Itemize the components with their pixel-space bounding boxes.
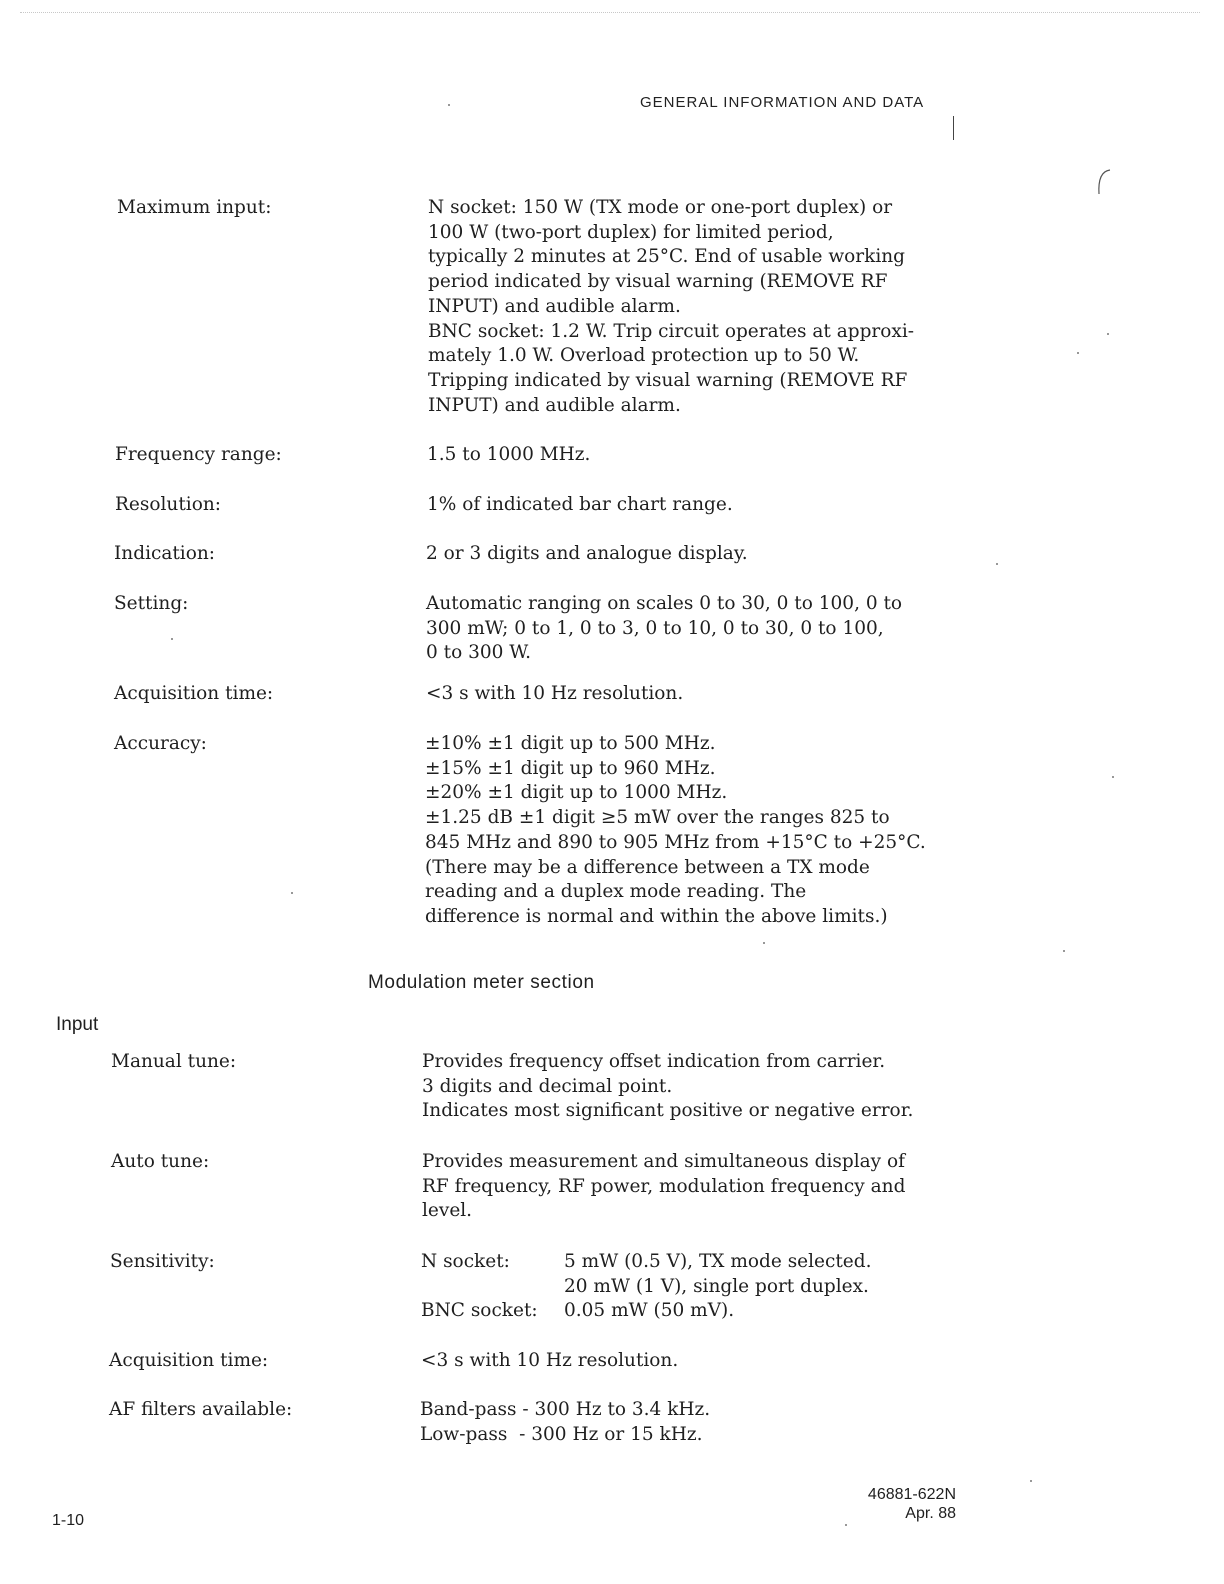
sensitivity-value: 5 mW (0.5 V), TX mode selected. — [564, 1251, 872, 1272]
spec-value — [427, 443, 590, 468]
sensitivity-key: N socket: — [421, 1251, 510, 1272]
scan-speck — [1063, 950, 1065, 952]
scan-speck — [1107, 333, 1109, 335]
spec-line: INPUT) and audible alarm. — [428, 394, 681, 416]
spec-line: 0 to 300 W. — [426, 642, 531, 664]
scan-speck — [1112, 776, 1114, 778]
spec-line: 1% of indicated bar chart range. — [427, 494, 733, 515]
spec-label: Acquisition time: — [114, 683, 274, 704]
spec-line: Provides measurement and simultaneous display of — [422, 1151, 905, 1172]
spec-line: 1.5 to 1000 MHz. — [427, 444, 591, 465]
spec-line: Band-pass - 300 Hz to 3.4 kHz. — [420, 1399, 711, 1420]
spec-value — [428, 196, 914, 418]
scan-speck — [1077, 352, 1079, 354]
spec-line: RF frequency, RF power, modulation frequency and — [422, 1175, 906, 1197]
spec-line: INPUT) and audible alarm. — [428, 295, 681, 317]
spec-line: Automatic ranging on scales 0 to 30, 0 to 100, 0 to — [426, 593, 903, 614]
spec-line: level. — [422, 1200, 473, 1222]
spec-label: AF filters available: — [109, 1399, 293, 1420]
spec-line: BNC socket: 1.2 W. Trip circuit operates at approxi- — [428, 320, 915, 342]
spec-line: 2 or 3 digits and analogue display. — [426, 543, 748, 564]
spec-line: ±15% ±1 digit up to 960 MHz. — [425, 757, 716, 779]
spec-label: Auto tune: — [111, 1151, 210, 1172]
spec-label: Accuracy: — [114, 733, 207, 754]
sensitivity-value: 0.05 mW (50 mV). — [564, 1300, 735, 1322]
spec-line: <3 s with 10 Hz resolution. — [426, 683, 684, 704]
spec-line: difference is normal and within the above limits.) — [425, 905, 888, 927]
spec-label: Indication: — [114, 543, 216, 564]
spec-line: Low-pass - 300 Hz or 15 kHz. — [420, 1423, 703, 1445]
spec-line: period indicated by visual warning (REMOVE RF — [428, 271, 888, 293]
spec-label: Acquisition time: — [109, 1350, 269, 1371]
scan-speck — [845, 1524, 847, 1526]
group-title: Input — [56, 1014, 99, 1035]
document-date: Apr. 88 — [905, 1505, 956, 1522]
spec-line: Provides frequency offset indication from carrier. — [422, 1051, 886, 1072]
spec-label: Maximum input: — [117, 197, 272, 218]
scan-speck — [291, 892, 293, 894]
document-reference — [868, 1485, 956, 1523]
spec-line: Indicates most significant positive or negative error. — [422, 1100, 914, 1122]
scan-speck — [448, 104, 450, 106]
spec-line: ±20% ±1 digit up to 1000 MHz. — [425, 782, 728, 804]
document-number: 46881-622N — [867, 1486, 956, 1503]
spec-label: Setting: — [114, 593, 189, 614]
spec-line: Tripping indicated by visual warning (REMOVE RF — [428, 369, 908, 391]
page-header: GENERAL INFORMATION AND DATA — [640, 94, 925, 111]
margin-mark — [1094, 168, 1112, 196]
spec-line: 100 W (two-port duplex) for limited period, — [428, 221, 834, 243]
spec-line: typically 2 minutes at 25°C. End of usable working — [428, 246, 906, 268]
sensitivity-key: BNC socket: — [421, 1300, 538, 1322]
spec-line: mately 1.0 W. Overload protection up to 50 W. — [428, 345, 860, 367]
spec-line: ±10% ±1 digit up to 500 MHz. — [425, 733, 716, 754]
spec-label: Manual tune: — [111, 1051, 237, 1072]
spec-value — [425, 732, 926, 930]
sensitivity-row — [421, 1299, 941, 1324]
spec-label: Frequency range: — [115, 444, 282, 465]
spec-value — [420, 1398, 710, 1447]
spec-line: N socket: 150 W (TX mode or one-port duplex) or — [428, 197, 893, 218]
spec-line: <3 s with 10 Hz resolution. — [421, 1350, 679, 1371]
page-number: 1-10 — [52, 1512, 85, 1529]
spec-line: (There may be a difference between a TX mode — [425, 856, 870, 878]
scan-artifact-mark — [953, 116, 954, 140]
section-title: Modulation meter section — [368, 972, 595, 993]
spec-label: Resolution: — [115, 494, 221, 515]
sensitivity-row — [421, 1275, 941, 1300]
spec-value — [426, 592, 902, 666]
spec-value — [421, 1349, 678, 1374]
spec-value — [421, 1250, 941, 1324]
spec-line: reading and a duplex mode reading. The — [425, 881, 807, 903]
spec-value — [422, 1050, 913, 1124]
sensitivity-row — [421, 1250, 941, 1275]
scan-speck — [763, 942, 765, 944]
spec-value — [422, 1150, 905, 1224]
spec-value — [426, 542, 748, 567]
spec-label: Sensitivity: — [110, 1251, 215, 1272]
spec-line: 3 digits and decimal point. — [422, 1075, 673, 1097]
scan-speck — [996, 563, 998, 565]
spec-value — [426, 682, 683, 707]
scan-artifact-line — [20, 12, 1200, 13]
spec-line: 845 MHz and 890 to 905 MHz from +15°C to +25°C. — [425, 831, 926, 853]
spec-line: 300 mW; 0 to 1, 0 to 3, 0 to 10, 0 to 30, 0 to 100, — [426, 617, 884, 639]
spec-line: ±1.25 dB ±1 digit ≥5 mW over the ranges 825 to — [425, 807, 890, 829]
scan-speck — [1030, 1480, 1032, 1482]
spec-value — [427, 493, 733, 518]
sensitivity-value: 20 mW (1 V), single port duplex. — [564, 1275, 869, 1297]
scan-speck — [171, 638, 173, 640]
